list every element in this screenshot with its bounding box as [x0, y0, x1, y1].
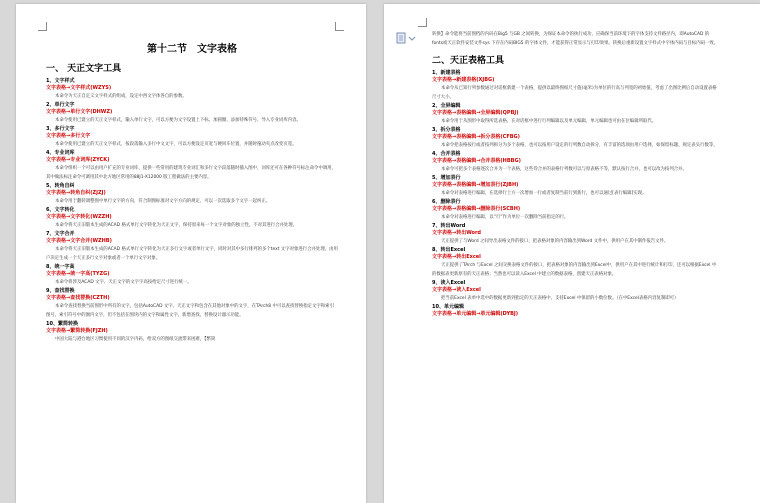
item-paragraph: 中国大陆与港台地区习惯使用不同的汉字内码，给双方的图纸交流带来困难，【繁简 [55, 337, 216, 342]
list-item [46, 231, 338, 263]
item-heading: 9、读入Excel [432, 280, 466, 286]
command-path: 文字表格→转出Word [432, 230, 482, 236]
section-heading: 一、 天正文字工具 [46, 64, 122, 74]
command-path: 文字表格→读入Excel [432, 287, 481, 293]
list-item [46, 150, 338, 182]
item-heading: 6、删除表行 [432, 199, 461, 205]
continuation-paragraph: 转换】命令能将当前图档的内码在Big5 与GB 之间转换，为保证本命令的执行成功，应确保当前环境下的字体支持文件路径内，即AutoCAD 的fonts或天正软件安装文件sys 下存在内码BIG5 的字体文件，才能获得正常显示与打印效果。转换后重新设置文字样式中字体内码与目标内码一致。 [432, 32, 719, 46]
item-heading: 8、统一字高 [46, 264, 75, 270]
list-item [46, 321, 338, 344]
item-paragraph: 本命令查找替换当前图形中所有的文字，包括AutoCAD 文字、天正文字和包含在其他对象中的文字，在TArch8 中可以查找替换指定文字和索引图号、索引符号中的圈内文字，但不包括在图块内的文字和属性文字，新增查找、替换设计器示功能。 [46, 304, 334, 318]
item-heading: 4、合并表格 [432, 151, 461, 157]
item-paragraph: 本命令将涉及ACAD 文字、天正文字的文字字高按给定尺寸进行统一。 [55, 280, 192, 285]
item-heading: 5、转角自纠 [46, 183, 75, 189]
list-item [432, 280, 720, 303]
crop-mark [38, 22, 47, 31]
list-item [46, 288, 338, 320]
command-path: 文字表格→表格编辑→拆分表格(CFBG) [432, 134, 520, 140]
item-heading: 7、文字合并 [46, 231, 75, 237]
list-item [432, 247, 720, 279]
command-path: 文字表格→文字转化(WZZH) [46, 214, 112, 220]
item-paragraph: 本命令可把多个表格逐次合并为一个表格，这些待合并的表格行列数可以与原表格不等，默认按行合并，也可以改为按列合并。 [441, 167, 687, 172]
item-heading: 7、转出Word [432, 223, 466, 229]
item-heading: 2、单行文字 [46, 102, 75, 108]
item-paragraph: 本命令组织一个可以由用户扩充的专业词库，提供一些常用的建筑专业词汇和多行文字段落随时插入图中，词库还可在各种符号标注命令中调用，其中做法标注命令可调用其中北方地区常用的88J1-X12000 版工程做法的主要内容。 [46, 166, 337, 180]
item-paragraph: 本命令将天正旧版本生成的ACAD 格式单行文字转化为天正文字，保持原来每一个文字对象的独立性，不对其进行合并处理。 [55, 223, 298, 228]
command-path: 文字表格→单行文字(DHWZ) [46, 109, 113, 115]
item-list [432, 70, 720, 318]
list-item [432, 199, 720, 222]
command-path: 文字表格→专业词库(ZYCK) [46, 157, 110, 163]
chapter-title: 第十二节 文字表格 [147, 44, 237, 55]
command-path: 文字表格→表格编辑→增加表行(ZJBH) [432, 182, 519, 188]
item-heading: 2、全屏编辑 [432, 103, 461, 109]
command-path: 文字表格→文字样式(WZYS) [46, 85, 112, 91]
list-item [432, 103, 720, 126]
item-paragraph: 本命令为天正自定义文字样式的组成，设定中西文字体各自的参数。 [55, 94, 187, 99]
item-paragraph: 天正提供了TArch 与Excel 之间交换表格文件的接口，把表格对象的内容输出到Excel中，供用户在其中进行统计和打印，还可以根据Excel 中的数据表更新原有的天正表格；当然也可以读入Excel 中建立的数据表格，创建天正表格对象。 [432, 263, 717, 277]
item-paragraph: 本命令把表格按行或者按列拆分为多个表格，也可以按用户设定的行列数自动拆分，有丰富的选项由用户选择，如保留标题、规定表头行数等。 [441, 143, 718, 148]
item-paragraph: 本命令使用已建立的天正文字样式，输入单行文字，可以方便为文字设置上下标、加圆圈、添加特殊符号、导入专业词库内容。 [55, 118, 301, 123]
list-item [432, 223, 720, 246]
list-item [46, 102, 338, 125]
document-comment-icon[interactable] [396, 32, 418, 44]
command-path: 文字表格→表格编辑→全屏编辑(QPBJ) [432, 110, 519, 116]
command-path: 文字表格→转出Excel [432, 254, 481, 260]
list-item [46, 78, 338, 101]
command-path: 文字表格→新建表格(XJBG) [432, 77, 495, 83]
command-path: 文字表格→文字合并(WZHB) [46, 238, 112, 244]
list-item [46, 183, 338, 206]
item-paragraph: 本命令将天正旧版本生成的ACAD 格式单行文字转化为天正多行文字或者单行文字，同时对其中多行排列的多个text 文字对象进行合并处理，由用户决定生成一个天正多行文字对象或者一个单行文字对象。 [46, 247, 338, 261]
list-item [432, 151, 720, 174]
list-item [46, 207, 338, 230]
crop-mark [418, 18, 427, 27]
command-path: 文字表格→统一字高(TYZG) [46, 271, 110, 277]
item-paragraph: 本命令对表格进行编辑，以“行”作为单位一次删除当前指定的行。 [441, 215, 569, 220]
item-paragraph: 把当前Excel 表单中选中的数据更新到指定的天正表格中，支持Excel 中保留的小数位数。（在中Excel表格内容复制即可） [441, 296, 679, 301]
list-item [46, 264, 338, 287]
command-path: 文字表格→查找替换(CZTH) [46, 295, 110, 301]
section-heading: 二、天正表格工具 [432, 56, 505, 66]
item-heading: 5、增加表行 [432, 175, 461, 181]
item-heading: 4、专业词库 [46, 150, 75, 156]
item-paragraph: 本命令从已知行列参数通过对话框新建一个表格，提供以最终图纸尺寸值(毫米)为单位的行高与列宽的初始值，考虑了出图比例后自动设置表格尺寸大小。 [432, 86, 717, 100]
item-heading: 1、文字样式 [46, 78, 75, 84]
crop-mark [335, 22, 344, 31]
command-path: 文字表格→表格编辑→删除表行(SCBH) [432, 206, 521, 212]
document-page-right [384, 4, 760, 503]
item-heading: 10、单元编辑 [432, 304, 464, 310]
item-heading: 6、文字转化 [46, 207, 75, 213]
list-item [46, 126, 338, 149]
document-page-left [16, 4, 366, 503]
item-heading: 3、多行文字 [46, 126, 75, 132]
command-path: 文字表格→繁简转换(FJZH) [46, 328, 108, 334]
item-paragraph: 本命令用于翻转调整图中单行文字的方向，符合制图标准对文字方向的规定，可以一次选取多个文字一起纠正。 [55, 199, 271, 204]
command-path: 文字表格→多行文字 [46, 133, 91, 139]
item-paragraph: 本命令对表格进行编辑，在选择行上方一次增加一行或者复制当前行到新行，也可以通过[表行编辑]实现。 [441, 191, 647, 196]
command-path: 文字表格→表格编辑→合并表格(HBBG) [432, 158, 521, 164]
list-item [432, 175, 720, 198]
item-heading: 8、转出Excel [432, 247, 466, 253]
item-heading: 3、拆分表格 [432, 127, 461, 133]
list-item [432, 304, 720, 318]
list-item [432, 70, 720, 102]
item-heading: 9、查找替换 [46, 288, 75, 294]
item-paragraph: 本命令使用已建立的天正文字样式，按段落输入多行中文文字，可以方便设定页宽与硬回车位置，并随时拖动夹点改变页宽。 [55, 142, 297, 147]
list-item [432, 127, 720, 150]
item-list [46, 78, 338, 344]
item-paragraph: 本命令用于从图形中取得所选表格，在对话框中进行行列编辑以及单元编辑，单元编辑也可由在位编辑所取代。 [441, 119, 657, 124]
item-heading: 10、繁简转换 [46, 321, 78, 327]
item-paragraph: 天正提供了与Word 之间导出表格文件的接口，把表格对象的内容输出到Word 文件中，供用户在其中制作报告文件。 [441, 239, 669, 244]
item-heading: 1、新建表格 [432, 70, 461, 76]
command-path: 文字表格→转角自纠(ZJZJ) [46, 190, 106, 196]
command-path: 文字表格→单元编辑→单元编辑(DYBJ) [432, 311, 519, 317]
